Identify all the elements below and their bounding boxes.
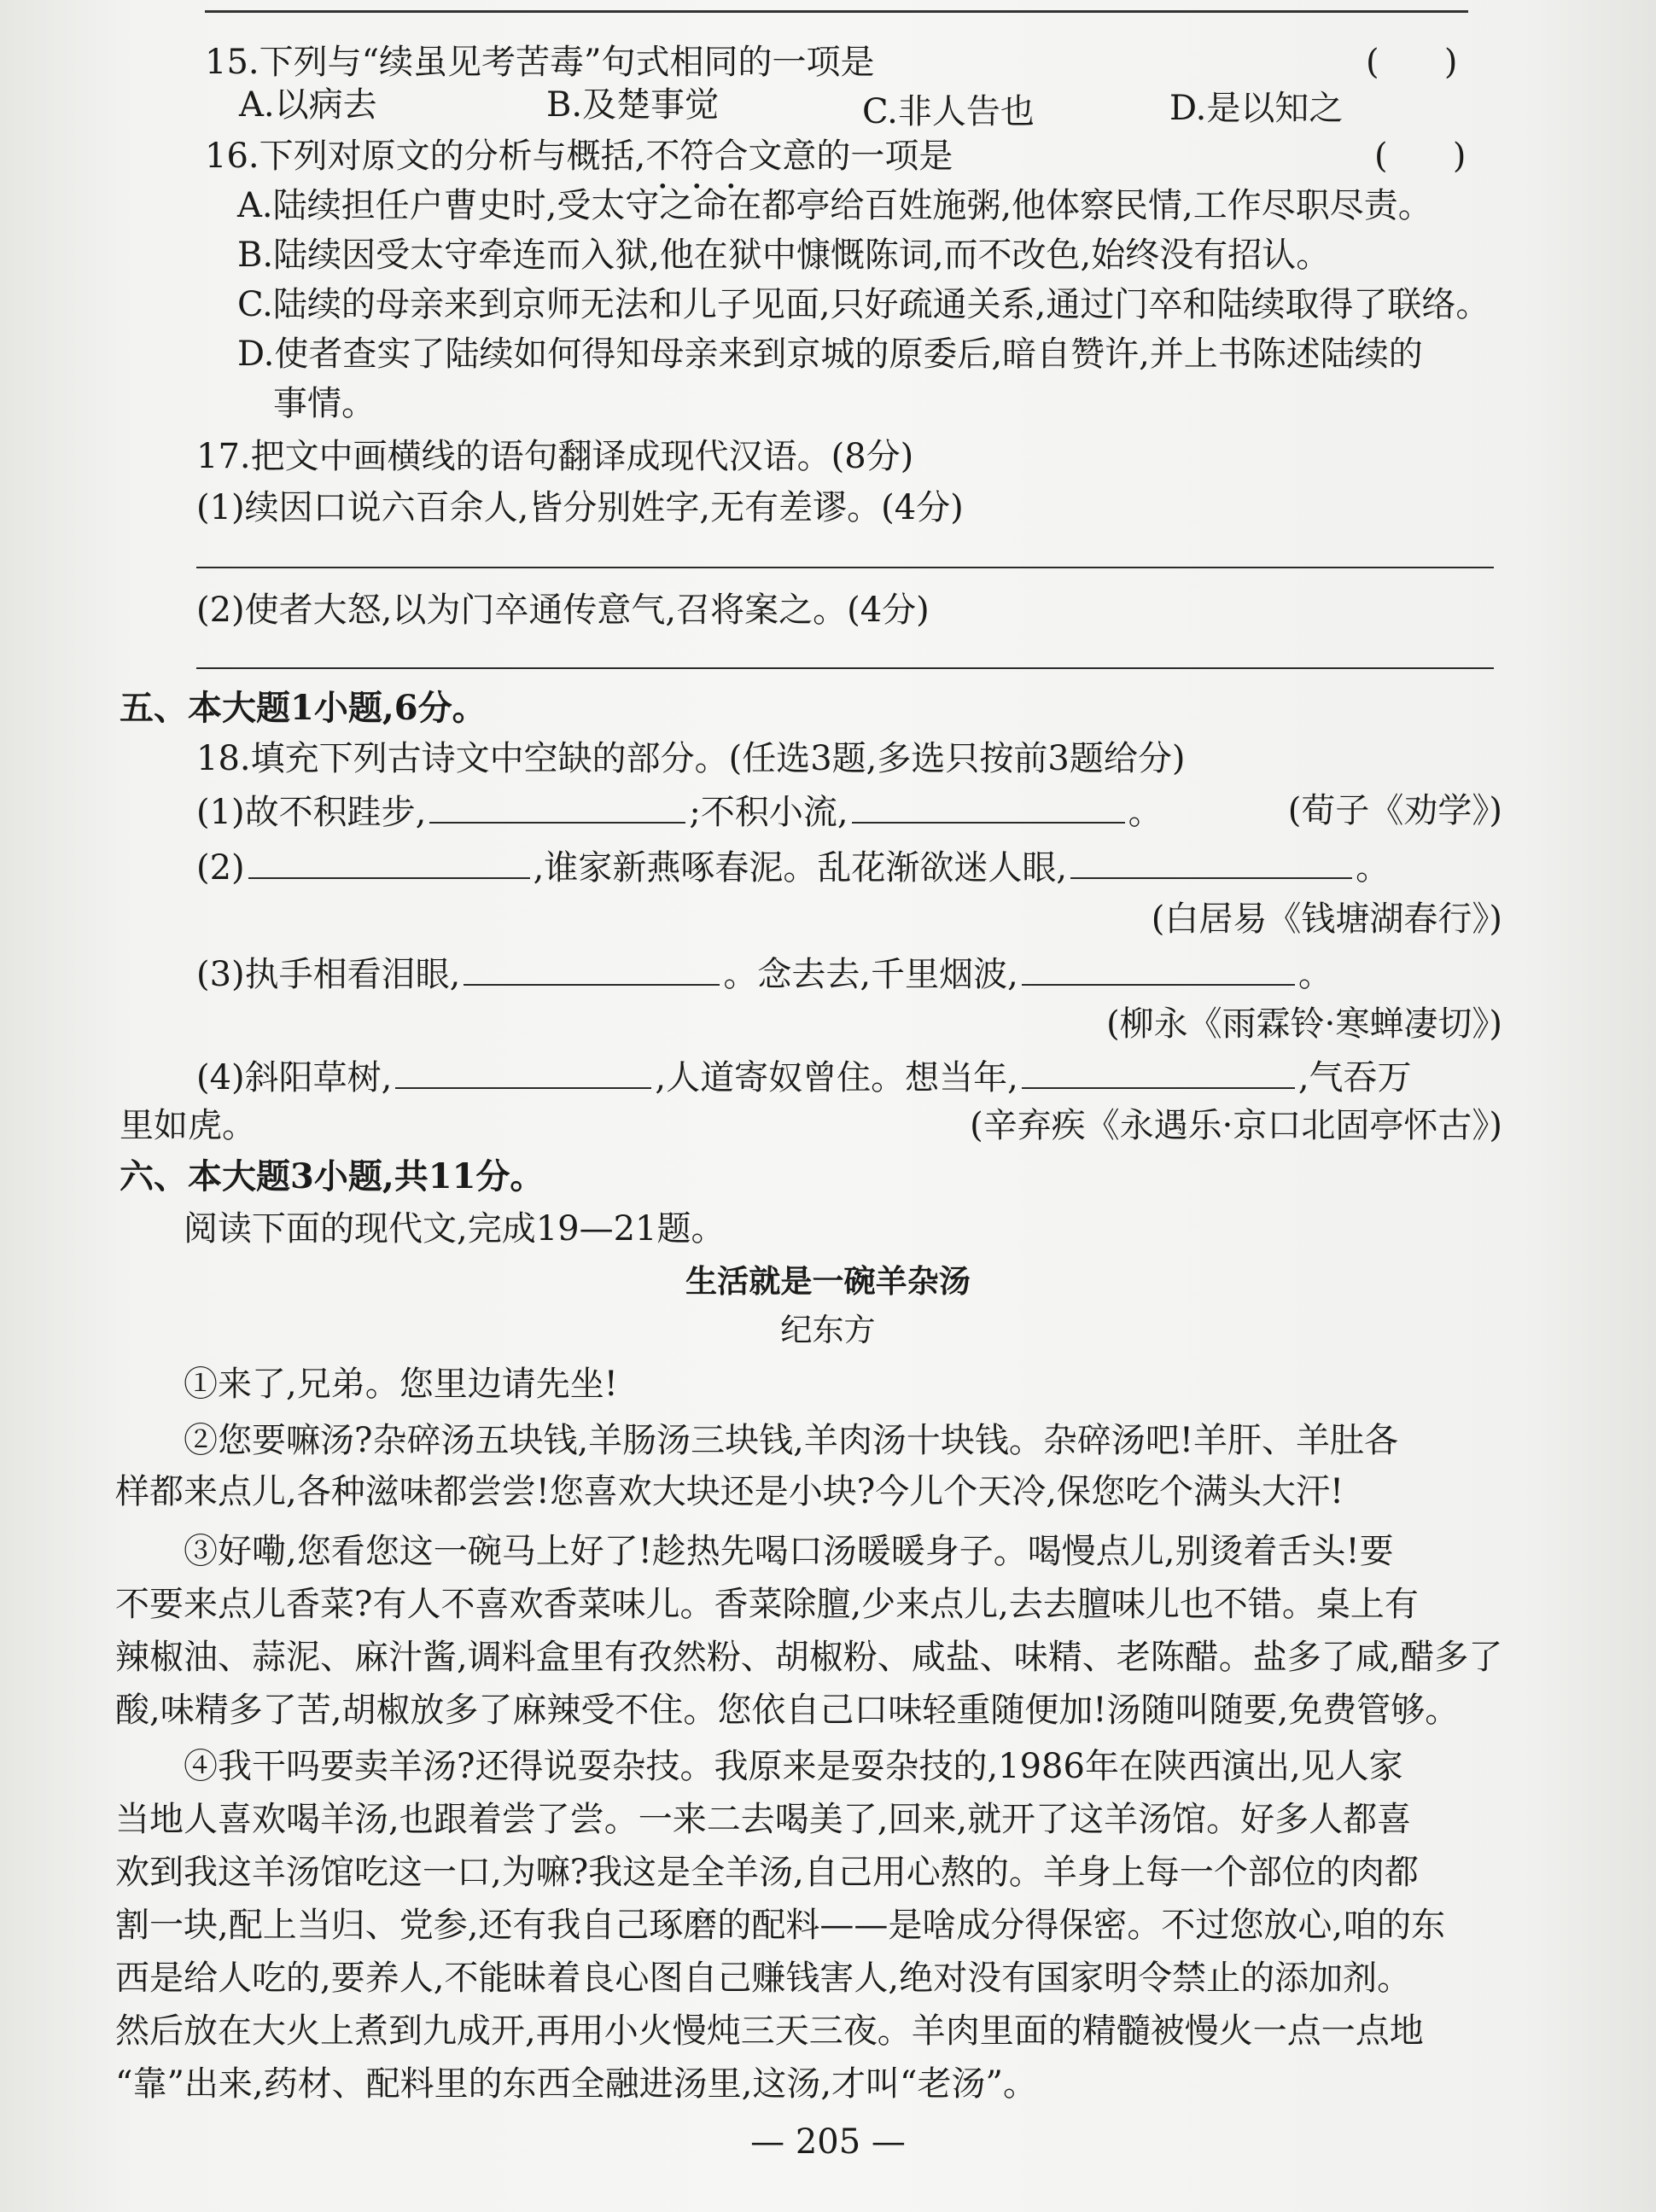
q18-item-2-blank-1[interactable] <box>248 845 530 879</box>
q17-answer-line-2[interactable] <box>196 667 1494 669</box>
section-5-heading: 五、本大题1小题,6分。 <box>120 688 487 728</box>
paragraph-3-line-3: 辣椒油、蒜泥、麻汁酱,调料盒里有孜然粉、胡椒粉、咸盐、味精、老陈醋。盐多了咸,醋多了 <box>115 1638 1503 1677</box>
q18-item-2-part-c: 。 <box>1356 848 1391 888</box>
reading-intro: 阅读下面的现代文,完成19—21题。 <box>184 1209 726 1249</box>
q18-item-3-part-a: (3)执手相看泪眼, <box>196 955 461 994</box>
paragraph-4-line-4: 割一块,配上当归、党参,还有我自己琢磨的配料——是啥成分得保密。不过您放心,咱的东 <box>115 1906 1446 1945</box>
q18-item-2-source: (白居易《钱塘湖春行》) <box>1151 899 1502 939</box>
q15-option-c: C.非人告也 <box>862 92 1035 131</box>
article-author: 纪东方 <box>780 1312 876 1348</box>
q18-item-1-source: (荀子《劝学》) <box>1287 791 1502 830</box>
q18-item-1-blank-2[interactable] <box>852 789 1125 824</box>
q18-item-4-source: (辛弃疾《永遇乐·京口北固亭怀古》) <box>970 1106 1502 1145</box>
paragraph-1: ①来了,兄弟。您里边请先坐! <box>184 1365 618 1404</box>
q17-answer-line-1[interactable] <box>196 567 1494 568</box>
article-title: 生活就是一碗羊杂汤 <box>685 1262 971 1300</box>
paragraph-3-line-4: 酸,味精多了苦,胡椒放多了麻辣受不住。您依自己口味轻重随便加!汤随叫随要,免费管够。 <box>115 1691 1460 1730</box>
paragraph-4-line-6: 然后放在大火上煮到九成开,再用小火慢炖三天三夜。羊肉里面的精髓被慢火一点一点地 <box>115 2011 1424 2051</box>
paragraph-4-line-5: 西是给人吃的,要养人,不能昧着良心图自己赚钱害人,绝对没有国家明令禁止的添加剂。 <box>115 1959 1412 1998</box>
q18-item-4-blank-1[interactable] <box>395 1055 651 1089</box>
page-number: — 205 — <box>750 2122 906 2162</box>
q16-answer-paren: ( ) <box>1374 137 1466 176</box>
q18-item-4-part-b: ,人道寄奴曾住。想当年, <box>655 1058 1018 1097</box>
q18-item-2-part-b: ,谁家新燕啄春泥。乱花渐欲迷人眼, <box>533 848 1068 888</box>
q18-item-2-blank-2[interactable] <box>1070 845 1352 879</box>
q18-item-3-part-c: 。 <box>1297 955 1332 994</box>
q17-stem: 17.把文中画横线的语句翻译成现代汉语。(8分) <box>196 437 914 476</box>
q18-item-1-part-a: (1)故不积跬步, <box>196 793 427 832</box>
q15-answer-paren: ( ) <box>1366 43 1458 82</box>
q17-sentence-2: (2)使者大怒,以为门卒通传意气,召将案之。(4分) <box>196 591 930 630</box>
q18-item-3-source: (柳永《雨霖铃·寒蝉凄切》) <box>1106 1004 1502 1044</box>
q15-stem: 15.下列与“续虽见考苦毒”句式相同的一项是 <box>205 43 875 82</box>
q18-item-1-blank-1[interactable] <box>429 789 685 824</box>
q16-option-a: A.陆续担任户曹史时,受太守之命在都亭给百姓施粥,他体察民情,工作尽职尽责。 <box>237 186 1432 225</box>
q18-item-4 <box>196 1055 1412 1099</box>
paragraph-3-line-2: 不要来点儿香菜?有人不喜欢香菜味儿。香菜除膻,少来点儿,去去膻味儿也不错。桌上有 <box>115 1585 1419 1624</box>
q15-option-d: D.是以知之 <box>1169 89 1344 128</box>
paragraph-4-line-7: “靠”出来,药材、配料里的东西全融进汤里,这汤,才叫“老汤”。 <box>115 2064 1037 2104</box>
q18-item-2 <box>196 845 1390 889</box>
paragraph-4-line-2: 当地人喜欢喝羊汤,也跟着尝了尝。一来二去喝美了,回来,就开了这羊汤馆。好多人都喜 <box>115 1800 1412 1839</box>
q18-item-4-part-a: (4)斜阳草树, <box>196 1058 393 1097</box>
q15-option-a: A.以病去 <box>239 85 377 125</box>
q16-option-d-line1: D.使者查实了陆续如何得知母亲来到京城的原委后,暗自赞许,并上书陈述陆续的 <box>237 335 1423 374</box>
section-6-heading: 六、本大题3小题,共11分。 <box>120 1156 545 1196</box>
q16-option-c: C.陆续的母亲来到京师无法和儿子见面,只好疏通关系,通过门卒和陆续取得了联络。 <box>237 285 1490 324</box>
q18-item-1-part-b: ;不积小流, <box>689 793 848 832</box>
q18-item-3 <box>196 952 1332 996</box>
paragraph-2-line-2: 样都来点儿,各种滋味都尝尝!您喜欢大块还是小块?今儿个天冷,保您吃个满头大汗! <box>115 1472 1344 1511</box>
paragraph-2-line-1: ②您要嘛汤?杂碎汤五块钱,羊肠汤三块钱,羊肉汤十块钱。杂碎汤吧!羊肝、羊肚各 <box>184 1421 1398 1460</box>
q18-item-3-blank-2[interactable] <box>1022 952 1295 986</box>
paragraph-4-line-3: 欢到我这羊汤馆吃这一口,为嘛?我这是全羊汤,自己用心熬的。羊身上每一个部位的肉都 <box>115 1853 1419 1892</box>
q16-stem-post: 文意的一项是 <box>748 137 953 176</box>
q18-item-4-continuation: 里如虎。 <box>120 1106 256 1145</box>
q18-item-1-part-c: 。 <box>1128 793 1163 832</box>
q16-option-d-line2: 事情。 <box>273 384 376 423</box>
q18-item-3-blank-1[interactable] <box>464 952 720 986</box>
q16-stem-dotted: 不符合 <box>645 137 749 176</box>
q17-sentence-1: (1)续因口说六百余人,皆分别姓字,无有差谬。(4分) <box>196 488 964 527</box>
q18-item-2-part-a: (2) <box>196 848 245 888</box>
q18-item-1 <box>196 789 1163 834</box>
paragraph-3-line-1: ③好嘞,您看您这一碗马上好了!趁热先喝口汤暖暖身子。喝慢点儿,别烫着舌头!要 <box>184 1532 1394 1571</box>
q18-stem: 18.填充下列古诗文中空缺的部分。(任选3题,多选只按前3题给分) <box>196 739 1186 778</box>
paragraph-4-line-1: ④我干吗要卖羊汤?还得说耍杂技。我原来是耍杂技的,1986年在陕西演出,见人家 <box>184 1747 1403 1786</box>
q16-stem-pre: 16.下列对原文的分析与概括, <box>205 137 646 176</box>
q16-option-b: B.陆续因受太守牵连而入狱,他在狱中慷慨陈词,而不改色,始终没有招认。 <box>237 236 1331 275</box>
q18-item-4-blank-2[interactable] <box>1022 1055 1295 1089</box>
q15-option-b: B.及楚事觉 <box>546 85 720 125</box>
q18-item-4-part-c: ,气吞万 <box>1297 1058 1412 1097</box>
q18-item-3-part-b: 。念去去,千里烟波, <box>723 955 1018 994</box>
top-divider <box>205 10 1468 13</box>
